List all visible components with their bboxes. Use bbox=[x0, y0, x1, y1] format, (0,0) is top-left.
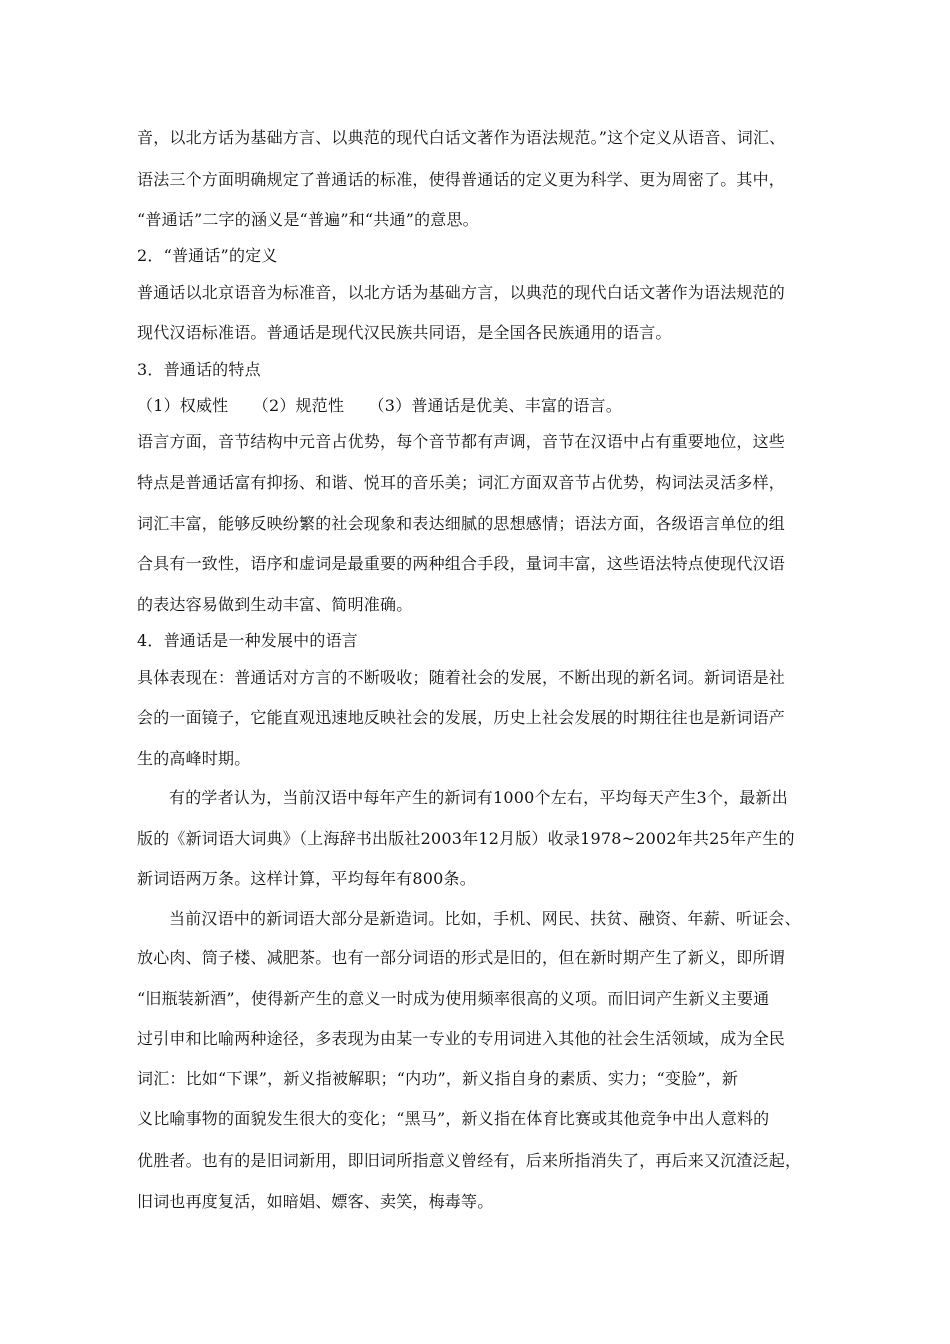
text-line: 语法三个方面明确规定了普通话的标准，使得普通话的定义更为科学、更为周密了。其中， bbox=[137, 170, 786, 189]
section-heading: 3．普通话的特点 bbox=[137, 360, 261, 379]
text-line: 合具有一致性，语序和虚词是最重要的两种组合手段，量词丰富，这些语法特点使现代汉语 bbox=[137, 554, 786, 573]
text-line: 放心肉、筒子楼、减肥茶。也有一部分词语的形式是旧的，但在新时期产生了新义，即所谓 bbox=[137, 948, 786, 967]
text-line: 词汇丰富，能够反映纷繁的社会现象和表达细腻的思想感情；语法方面，各级语言单位的组 bbox=[137, 514, 786, 533]
text-line: 音，以北方话为基础方言、以典范的现代白话文著作为语法规范。”这个定义从语音、词汇、 bbox=[137, 128, 786, 147]
text-line: 现代汉语标准语。普通话是现代汉民族共同语，是全国各民族通用的语言。 bbox=[137, 323, 672, 342]
text-line: 新词语两万条。这样计算，平均每年有800条。 bbox=[137, 869, 476, 888]
text-line: 版的《新词语大词典》（上海辞书出版社2003年12月版）收录1978~2002年共25年产生的 bbox=[137, 829, 795, 848]
text-line: 生的高峰时期。 bbox=[137, 749, 251, 768]
section-heading: 4．普通话是一种发展中的语言 bbox=[137, 631, 358, 650]
text-line: 语言方面，音节结构中元音占优势，每个音节都有声调，音节在汉语中占有重要地位，这些 bbox=[137, 432, 786, 451]
text-line: 会的一面镜子，它能直观迅速地反映社会的发展，历史上社会发展的时期往往也是新词语产 bbox=[137, 708, 786, 727]
text-line: 普通话以北京语音为标准音，以北方话为基础方言，以典范的现代白话文著作为语法规范的 bbox=[137, 283, 786, 302]
text-line: 词汇：比如“下课”，新义指被解职；“内功”，新义指自身的素质、实力；“变脸”，新 bbox=[137, 1069, 739, 1088]
text-line: 特点是普通话富有抑扬、和谐、悦耳的音乐美；词汇方面双音节占优势，构词法灵活多样， bbox=[137, 473, 786, 492]
feature-list: （1）权威性 （2）规范性 （3）普通话是优美、丰富的语言。 bbox=[137, 396, 622, 415]
text-line: 具体表现在：普通话对方言的不断吸收；随着社会的发展，不断出现的新名词。新词语是社 bbox=[137, 668, 786, 687]
text-line: “旧瓶装新酒”，使得新产生的意义一时成为使用频率很高的义项。而旧词产生新义主要通 bbox=[137, 989, 770, 1008]
text-line: 有的学者认为，当前汉语中每年产生的新词有1000个左右，平均每天产生3个，最新出 bbox=[169, 788, 788, 807]
section-heading: 2．“普通话”的定义 bbox=[137, 246, 278, 265]
text-line: 义比喻事物的面貌发生很大的变化；“黑马”，新义指在体育比赛或其他竞争中出人意料的 bbox=[137, 1109, 770, 1128]
text-line: 优胜者。也有的是旧词新用，即旧词所指意义曾经有，后来所指消失了，再后来又沉渣泛起， bbox=[137, 1151, 802, 1170]
text-line: 过引申和比喻两种途径，多表现为由某一专业的专用词进入其他的社会生活领域，成为全民 bbox=[137, 1029, 786, 1048]
text-line: 旧词也再度复活，如暗娼、嫖客、卖笑，梅毒等。 bbox=[137, 1192, 494, 1211]
text-line: “普通话”二字的涵义是“普遍”和“共通”的意思。 bbox=[137, 210, 479, 229]
text-line: 当前汉语中的新词语大部分是新造词。比如，手机、网民、扶贫、融资、年薪、听证会、 bbox=[169, 909, 801, 928]
text-line: 的表达容易做到生动丰富、简明准确。 bbox=[137, 595, 413, 614]
